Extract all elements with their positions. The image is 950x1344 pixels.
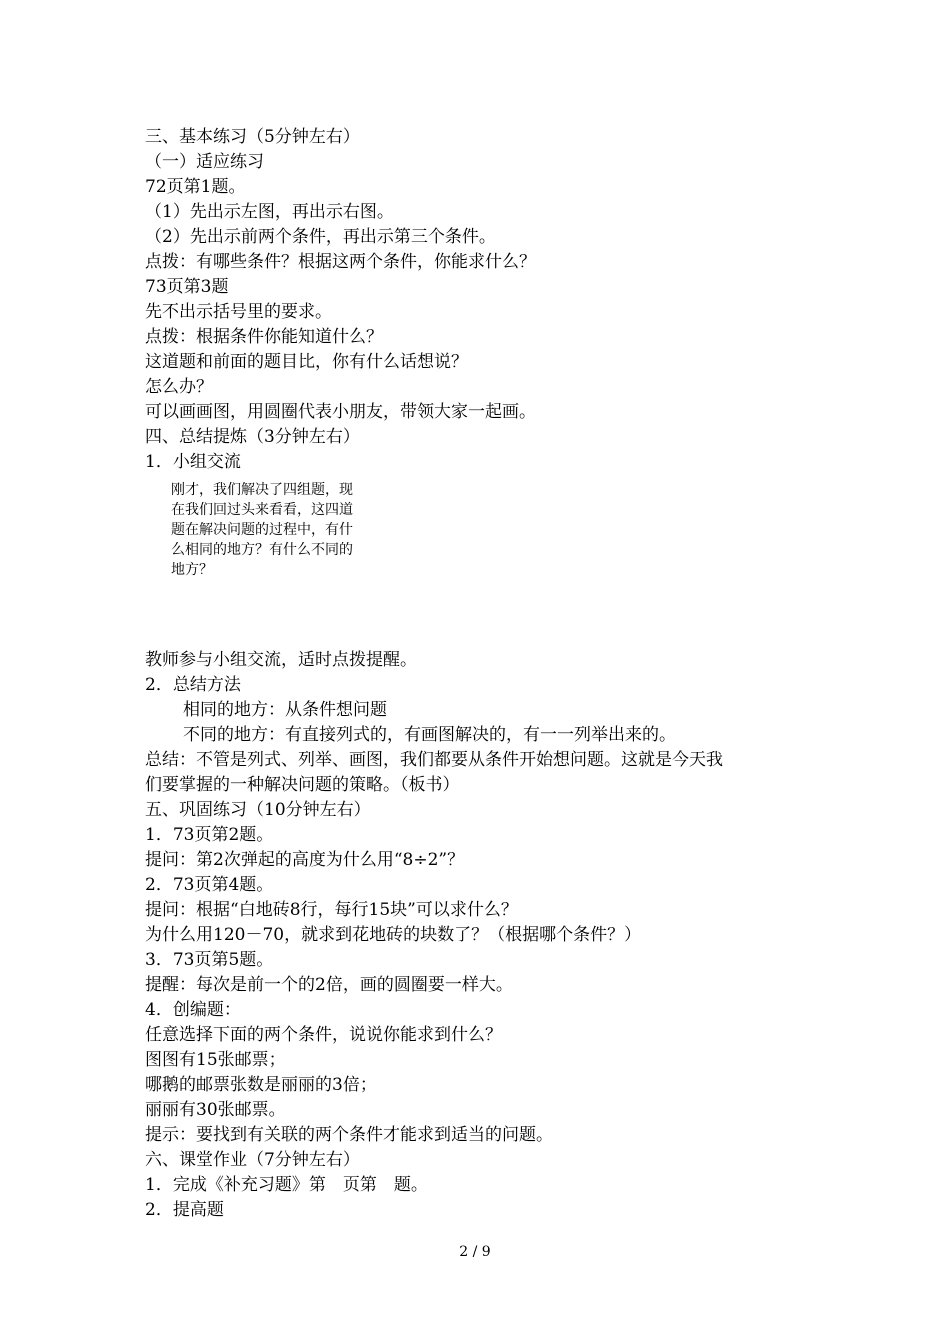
text-line-indented: 不同的地方：有直接列式的，有画图解决的，有一一列举出来的。 xyxy=(183,725,676,745)
text-line: 提示：要找到有关联的两个条件才能求到适当的问题。 xyxy=(145,1125,553,1145)
callout-line: 在我们回过头来看看，这四道 xyxy=(171,502,353,518)
text-line: 怎么办？ xyxy=(145,377,213,397)
heading-homework: 六、课堂作业（7分钟左右） xyxy=(145,1150,360,1170)
text-line: 1．73页第2题。 xyxy=(145,825,274,845)
callout-line: 地方？ xyxy=(171,562,213,578)
text-line: 丽丽有30张邮票。 xyxy=(145,1100,286,1120)
text-line: 2．提高题 xyxy=(145,1200,224,1220)
text-line: 1．小组交流 xyxy=(145,452,241,472)
text-line: 点拨：根据条件你能知道什么？ xyxy=(145,327,383,347)
heading-summary: 四、总结提炼（3分钟左右） xyxy=(145,427,360,447)
text-line: 2．总结方法 xyxy=(145,675,241,695)
text-line: 教师参与小组交流，适时点拨提醒。 xyxy=(145,650,417,670)
callout-line: 刚才，我们解决了四组题，现 xyxy=(171,482,353,498)
text-line: 4．创编题： xyxy=(145,1000,241,1020)
text-line: 可以画画图，用圆圈代表小朋友，带领大家一起画。 xyxy=(145,402,536,422)
heading-basic-practice: 三、基本练习（5分钟左右） xyxy=(145,127,360,147)
text-line-indented: 相同的地方：从条件想问题 xyxy=(183,700,387,720)
text-line: 图图有15张邮票； xyxy=(145,1050,286,1070)
text-line: 哪鹅的邮票张数是丽丽的3倍； xyxy=(145,1075,377,1095)
text-line: 任意选择下面的两个条件，说说你能求到什么？ xyxy=(145,1025,502,1045)
text-line: 73页第3题 xyxy=(145,277,229,297)
callout-line: 题在解决问题的过程中，有什 xyxy=(171,522,353,538)
callout-line: 么相同的地方？有什么不同的 xyxy=(171,542,353,558)
text-line: 3．73页第5题。 xyxy=(145,950,274,970)
subheading-adaptive-practice: （一）适应练习 xyxy=(145,152,264,172)
text-line: （2）先出示前两个条件，再出示第三个条件。 xyxy=(145,227,496,247)
text-line: 这道题和前面的题目比，你有什么话想说？ xyxy=(145,352,468,372)
page-number: 2 / 9 xyxy=(459,1244,491,1260)
text-line: （1）先出示左图，再出示右图。 xyxy=(145,202,394,222)
text-line: 们要掌握的一种解决问题的策略。（板书） xyxy=(145,775,460,795)
text-line: 1．完成《补充习题》第 页第 题。 xyxy=(145,1175,428,1195)
text-line: 点拨：有哪些条件？根据这两个条件，你能求什么？ xyxy=(145,252,536,272)
discussion-callout xyxy=(171,480,401,580)
heading-consolidation: 五、巩固练习（10分钟左右） xyxy=(145,800,371,820)
text-line: 2．73页第4题。 xyxy=(145,875,274,895)
text-line: 为什么用120－70，就求到花地砖的块数了？（根据哪个条件？） xyxy=(145,925,642,945)
text-line: 提醒：每次是前一个的2倍，画的圆圈要一样大。 xyxy=(145,975,513,995)
text-line: 72页第1题。 xyxy=(145,177,246,197)
text-line: 提问：第2次弹起的高度为什么用“8÷2”？ xyxy=(145,850,465,870)
text-line: 总结：不管是列式、列举、画图，我们都要从条件开始想问题。这就是今天我 xyxy=(145,750,723,770)
text-line: 提问：根据“白地砖8行，每行15块”可以求什么？ xyxy=(145,900,518,920)
text-line: 先不出示括号里的要求。 xyxy=(145,302,332,322)
